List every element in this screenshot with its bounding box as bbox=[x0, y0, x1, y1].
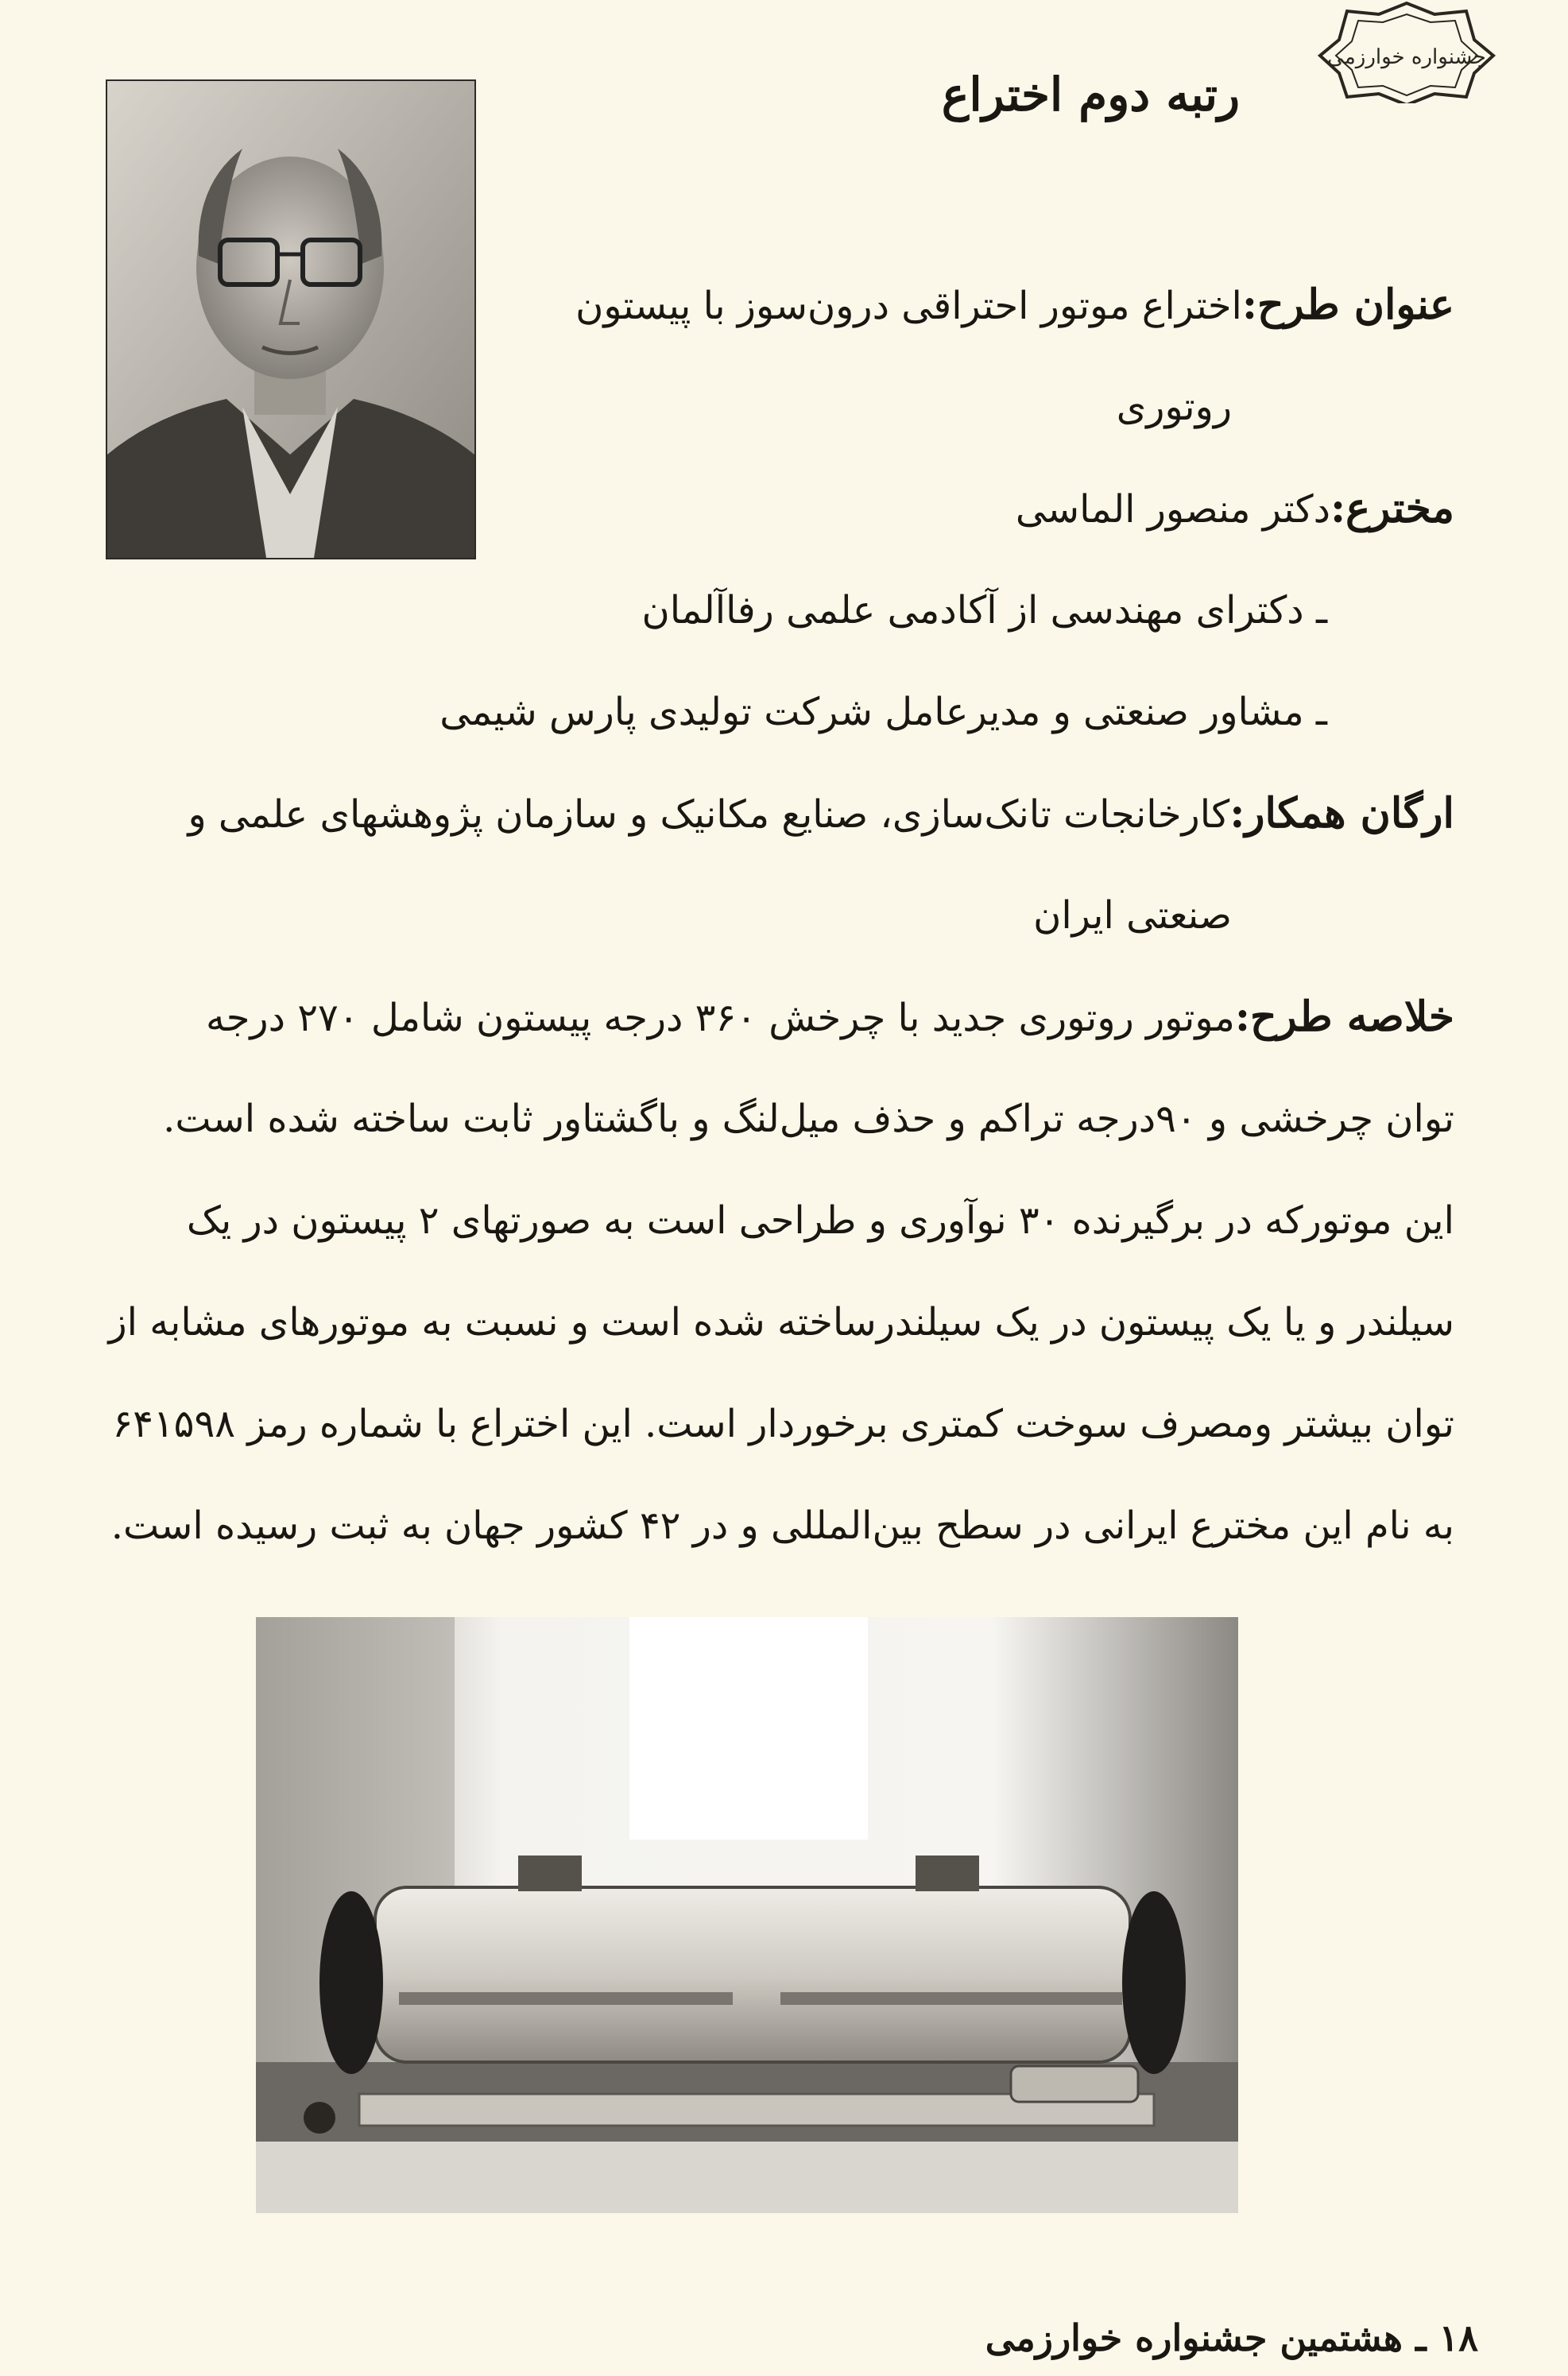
partner-org-cont bbox=[87, 865, 1454, 966]
document-body bbox=[87, 254, 1454, 1577]
page-footer bbox=[874, 2316, 1478, 2359]
seal-text: جشنواره خوارزمی bbox=[1327, 45, 1486, 69]
page-title: رتبه دوم اختراع bbox=[941, 68, 1240, 122]
partner-org-value-2: صنعتی ایران bbox=[1033, 893, 1232, 938]
festival-seal-logo bbox=[1315, 0, 1498, 103]
credential-1: ـ دکترای مهندسی از آکادمی علمی رفاآلمان bbox=[641, 588, 1327, 633]
summary-line-2: توان چرخشی و ۹۰درجه تراکم و حذف میل‌لنگ و باگشتاور ثابت ساخته شده است. bbox=[163, 1097, 1454, 1141]
inventor-label: مخترع: bbox=[1330, 484, 1454, 532]
summary-label: خلاصه طرح: bbox=[1234, 993, 1454, 1041]
project-title-line bbox=[87, 254, 1454, 356]
footer-separator: ـ bbox=[1415, 2316, 1427, 2359]
credential-2: ـ مشاور صنعتی و مدیرعامل شرکت تولیدی پارس شیمی bbox=[439, 690, 1327, 734]
partner-org-value: کارخانجات تانک‌سازی، صنایع مکانیک و سازمان پژوهشهای علمی و bbox=[188, 792, 1230, 837]
partner-org-label: ارگان همکار: bbox=[1229, 789, 1454, 838]
rotary-engine-photo bbox=[256, 1617, 1238, 2213]
project-title-label: عنوان طرح: bbox=[1241, 281, 1454, 329]
project-title-value-2: روتوری bbox=[1116, 385, 1232, 429]
project-title-cont bbox=[87, 356, 1454, 458]
inventor-name: دکتر منصور الماسی bbox=[1015, 487, 1330, 532]
summary-line-1 bbox=[87, 966, 1454, 1068]
festival-name: هشتمین جشنواره خوارزمی bbox=[985, 2316, 1403, 2359]
project-title-value: اختراع موتور احتراقی درون‌سوز با پیستون bbox=[575, 284, 1242, 328]
inventor-line bbox=[87, 458, 1454, 559]
summary-line-6: به نام این مخترع ایرانی در سطح بین‌المللی و در ۴۲ کشور جهان به ثبت رسیده است. bbox=[110, 1503, 1454, 1548]
summary-line-5: توان بیشتر ومصرف سوخت کمتری برخوردار است. این اختراع با شماره رمز ۶۴۱۵۹۸ bbox=[112, 1402, 1454, 1446]
partner-org-line bbox=[87, 763, 1454, 865]
summary-line-3: این موتورکه در برگیرنده ۳۰ نوآوری و طراحی است به صورتهای ۲ پیستون در یک bbox=[186, 1198, 1454, 1243]
page-number: ۱۸ bbox=[1438, 2316, 1478, 2359]
summary-text-1: موتور روتوری جدید با چرخش ۳۶۰ درجه پیستون شامل ۲۷۰ درجه bbox=[206, 996, 1235, 1040]
summary-line-4: سیلندر و یا یک پیستون در یک سیلندرساخته شده است و نسبت به موتورهای مشابه از bbox=[108, 1300, 1454, 1345]
festival-seal-icon bbox=[1315, 0, 1498, 103]
